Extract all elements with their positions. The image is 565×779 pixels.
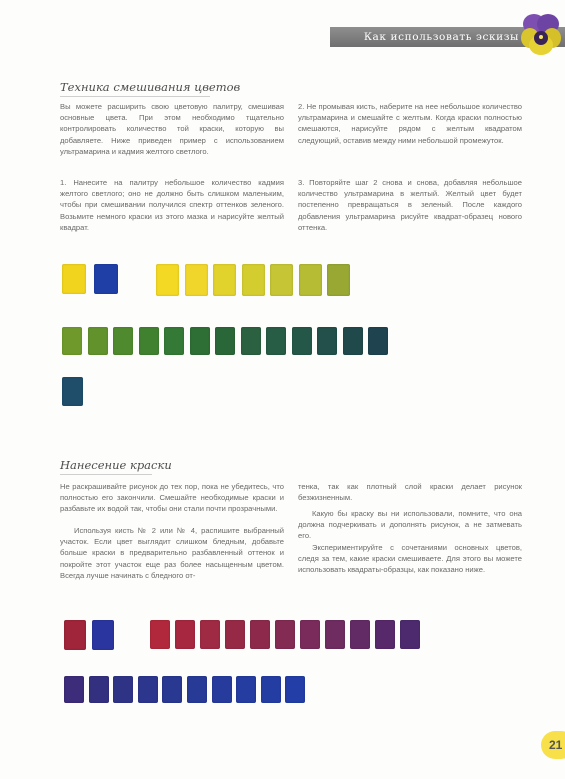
paint-swatch <box>368 327 388 355</box>
paragraph: Используя кисть № 2 или № 4, распишите выбранный участок. Если цвет выглядит слишком бледным, добавьте больше краски в предварительно разбавленный оттенок и покройте этот участок еще раз более насыщенным цветом. Всегда лучше начинать с бледного от- <box>60 526 284 580</box>
section-title-mixing: Техника смешивания цветов <box>60 80 210 97</box>
paragraph: 3. Повторяйте шаг 2 снова и снова, добавляя небольшое количество ультрамарина в желтый. Желтый цвет будет постепенно превращаться в зеленый. После каждого добавления ультрамарина рисуйте квадрат-образец нового оттенка. <box>298 178 522 232</box>
paint-swatch <box>213 264 236 296</box>
paint-swatch <box>156 264 179 296</box>
paint-swatch <box>261 676 281 703</box>
paint-swatch <box>62 327 82 355</box>
paint-swatch <box>190 327 210 355</box>
paint-swatch <box>275 620 295 649</box>
paint-swatch <box>88 327 108 355</box>
paint-swatch <box>62 377 83 406</box>
paint-swatch <box>299 264 322 296</box>
paint-swatch <box>62 264 86 294</box>
paint-swatch <box>241 327 261 355</box>
paint-swatch <box>242 264 265 296</box>
paragraph: Не раскрашивайте рисунок до тех пор, пока не убедитесь, что полностью его закончили. Смешайте необходимые краски и разбавьте их водой так, чтобы они стали почти прозрачными. <box>60 482 284 514</box>
paint-swatch <box>266 327 286 355</box>
paint-swatch <box>285 676 305 703</box>
paint-swatch <box>150 620 170 649</box>
paint-swatch <box>215 327 235 355</box>
paint-swatch <box>300 620 320 649</box>
paragraph: 2. Не промывая кисть, наберите на нее небольшое количество ультрамарина и смешайте с желтым. Когда краски полностью смешаются, нарисуйте рядом с желтым квадратом следующий, оставив между ними небольшой промежуток. <box>298 102 522 145</box>
page-number: 21 <box>541 731 565 759</box>
paragraph: Вы можете расширить свою цветовую палитру, смешивая основные цвета. При этом необходимо тщательно контролировать количество той краски, которую вы добавляете. Ниже приведен пример с использованием ультрамарина и кадмия желтого светлого. <box>60 102 284 156</box>
paint-swatch <box>64 676 84 703</box>
paint-swatch <box>350 620 370 649</box>
paragraph: тенка, так как плотный слой краски делает рисунок безжизненным. <box>298 482 522 503</box>
paint-swatch <box>343 327 363 355</box>
paint-swatch <box>138 676 158 703</box>
pansy-flower-icon <box>521 12 561 56</box>
paint-swatch <box>250 620 270 649</box>
paragraph: Экспериментируйте с сочетаниями основных цветов, следя за тем, какие краски смешиваете. Для этого вы можете использовать квадраты-образцы, как показано ниже. <box>298 543 522 575</box>
paragraph: Какую бы краску вы ни использовали, помните, что она должна подчеркивать и дополнять рисунок, а не затмевать его. <box>298 509 522 541</box>
paint-swatch <box>64 620 86 650</box>
paint-swatch <box>400 620 420 649</box>
paint-swatch <box>225 620 245 649</box>
paint-swatch <box>94 264 118 294</box>
chapter-title: Как использовать эскизы <box>363 31 519 43</box>
paint-swatch <box>236 676 256 703</box>
paint-swatch <box>375 620 395 649</box>
paint-swatch <box>139 327 159 355</box>
paint-swatch <box>212 676 232 703</box>
paint-swatch <box>270 264 293 296</box>
paint-swatch <box>162 676 182 703</box>
paint-swatch <box>187 676 207 703</box>
paint-swatch <box>317 327 337 355</box>
paint-swatch <box>175 620 195 649</box>
section-title-applying: Нанесение краски <box>60 458 152 475</box>
paint-swatch <box>292 327 312 355</box>
paint-swatch <box>89 676 109 703</box>
paragraph: 1. Нанесите на палитру небольшое количество кадмия желтого светлого; оно не должно быть слишком маленьким, чтобы при смешивании получился спектр оттенков зеленого. Возьмите немного краски из этого мазка и нарисуйте желтый квадрат. <box>60 178 284 232</box>
paint-swatch <box>185 264 208 296</box>
paint-swatch <box>113 676 133 703</box>
paint-swatch <box>164 327 184 355</box>
paint-swatch <box>327 264 350 296</box>
paint-swatch <box>92 620 114 650</box>
paint-swatch <box>113 327 133 355</box>
paint-swatch <box>325 620 345 649</box>
paint-swatch <box>200 620 220 649</box>
